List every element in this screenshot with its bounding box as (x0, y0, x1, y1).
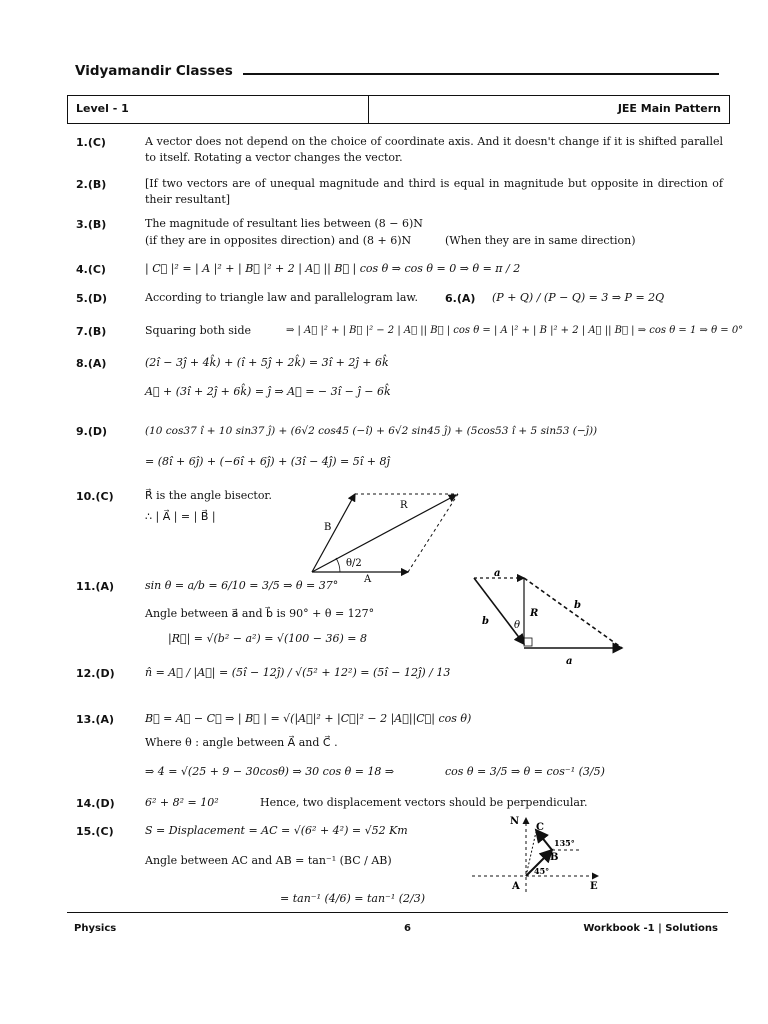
q10-parallelogram-figure (300, 482, 470, 582)
q5-text: According to triangle law and parallelogram law. (145, 291, 419, 304)
q1-text: A vector does not depend on the choice of coordinate axis. And it doesn't change if it is shifted parallel to itself. Rotating a vector changes the vector. (145, 135, 723, 164)
level-label: Level - 1 (76, 102, 129, 115)
q15-fig-N-label: N (510, 816, 520, 827)
q13-equation-3b: cos θ = 3/5 ⇒ θ = cos⁻¹ (3/5) (445, 765, 605, 778)
q11-fig-a-label-top: a (494, 568, 501, 579)
pattern-label: JEE Main Pattern (617, 102, 721, 115)
q11-fig-b-label-right: b (574, 600, 581, 611)
q10-text: R⃗ is the angle bisector. (145, 489, 272, 502)
q13-number: 13.(A) (76, 713, 115, 726)
header-divider (368, 96, 369, 123)
q11-fig-a-label-bottom: a (566, 656, 573, 666)
q13-equation-3a: ⇒ 4 = √(25 + 9 − 30cosθ) ⇒ 30 cos θ = 18 ⇒ (145, 765, 395, 778)
footer-subject: Physics (74, 923, 117, 934)
q8-equation-2: A⃗ + (3î + 2ĵ + 6k̂) = ĵ ⇒ A⃗ = − 3î − ĵ − 6k̂ (145, 385, 391, 398)
q13-equation-1: B⃗ = A⃗ − C⃗ ⇒ | B⃗ | = √(|A⃗|² + |C⃗|² − 2 |A⃗||C⃗| cos θ) (145, 712, 472, 725)
q10-fig-angle-label: θ/2 (346, 558, 362, 569)
q14-equation: 6² + 8² = 10² (145, 796, 219, 809)
header-rule (243, 73, 719, 75)
q10-fig-R-label: R (400, 500, 408, 511)
q13-line2: Where θ : angle between A⃗ and C⃗ . (145, 736, 338, 749)
q1-number: 1.(C) (76, 136, 106, 149)
q15-fig-B-label: B (550, 852, 559, 863)
q2-text: [If two vectors are of unequal magnitude and third is equal in magnitude but opposite in direction of their resultant] (145, 177, 723, 206)
q15-fig-A-label: A (512, 881, 520, 892)
q10-line2: ∴ | A⃗ | = | B⃗ | (145, 510, 216, 523)
q5-number: 5.(D) (76, 292, 108, 305)
q12-number: 12.(D) (76, 667, 115, 680)
q7-number: 7.(B) (76, 325, 107, 338)
q11-fig-theta-label: θ (514, 620, 521, 631)
q15-equation-1: S = Displacement = AC = √(6² + 4²) = √52 Km (145, 824, 408, 837)
q11-triangle-figure (462, 566, 662, 666)
brand-name: Vidyamandir Classes (75, 63, 233, 79)
q3-line2: (if they are in opposites direction) and (8 + 6)N (145, 234, 412, 247)
q11-equation-1: sin θ = a/b = 6/10 = 3/5 ⇒ θ = 37° (145, 579, 339, 592)
q11-number: 11.(A) (76, 580, 115, 593)
q3-line1: The magnitude of resultant lies between (8 − 6)N (145, 217, 423, 230)
q9-equation-2: = (8î + 6ĵ) + (−6î + 6ĵ) + (3î − 4ĵ) = 5î + 8ĵ (145, 455, 390, 468)
q11-fig-b-label-left: b (482, 616, 489, 627)
q11-line2: Angle between a⃗ and b⃗ is 90° + θ = 127° (145, 607, 375, 620)
q6-number: 6.(A) (445, 292, 476, 305)
q9-number: 9.(D) (76, 425, 108, 438)
q11-equation-3: |R⃗| = √(b² − a²) = √(100 − 36) = 8 (168, 632, 367, 645)
q15-fig-E-label: E (590, 881, 598, 892)
footer-page-number: 6 (404, 923, 411, 934)
q7-equation: ⇒ | A⃗ |² + | B⃗ |² − 2 | A⃗ || B⃗ | cos θ = | A |² + | B |² + 2 | A⃗ || B⃗ | ⇒ cos θ = 1 ⇒ θ = 0° (286, 325, 744, 336)
footer-rule (67, 912, 728, 913)
q9-equation-1: (10 cos37 î + 10 sin37 ĵ) + (6√2 cos45 (−î) + 6√2 sin45 ĵ) + (5cos53 î + 5 sin53 (−ĵ)) (145, 425, 598, 437)
q14-text: Hence, two displacement vectors should be perpendicular. (260, 796, 588, 809)
q15-displacement-figure (468, 812, 618, 898)
q15-fig-135-label: 135° (554, 838, 575, 848)
header-box (67, 95, 730, 124)
q12-equation: n̂ = A⃗ / |A⃗| = (5î − 12ĵ) / √(5² + 12²) = (5î − 12ĵ) / 13 (145, 666, 451, 679)
footer-book: Workbook -1 | Solutions (583, 923, 718, 934)
q7-text: Squaring both side (145, 324, 251, 337)
q3-line2b: (When they are in same direction) (445, 234, 636, 247)
q14-number: 14.(D) (76, 797, 115, 810)
q15-line2: Angle between AC and AB = tan⁻¹ (BC / AB) (145, 854, 392, 867)
q10-number: 10.(C) (76, 490, 114, 503)
q15-number: 15.(C) (76, 825, 114, 838)
q11-fig-R-label: R (530, 608, 539, 619)
q8-number: 8.(A) (76, 357, 107, 370)
q15-equation-3: = tan⁻¹ (4/6) = tan⁻¹ (2/3) (280, 892, 426, 905)
q4-number: 4.(C) (76, 263, 106, 276)
q10-fig-B-label: B (324, 522, 332, 533)
q8-equation-1: (2î − 3ĵ + 4k̂) + (î + 5ĵ + 2k̂) = 3î + 2ĵ + 6k̂ (145, 356, 389, 369)
q15-fig-45-label: 45° (534, 866, 550, 876)
q10-fig-A-label: A (364, 574, 372, 582)
q6-equation: (P + Q) / (P − Q) = 3 ⇒ P = 2Q (492, 291, 665, 304)
q2-number: 2.(B) (76, 178, 107, 191)
q4-equation: | C⃗ |² = | A |² + | B⃗ |² + 2 | A⃗ || B⃗ | cos θ ⇒ cos θ = 0 ⇒ θ = π / 2 (145, 262, 521, 275)
q3-number: 3.(B) (76, 218, 107, 231)
q15-fig-C-label: C (536, 822, 544, 833)
